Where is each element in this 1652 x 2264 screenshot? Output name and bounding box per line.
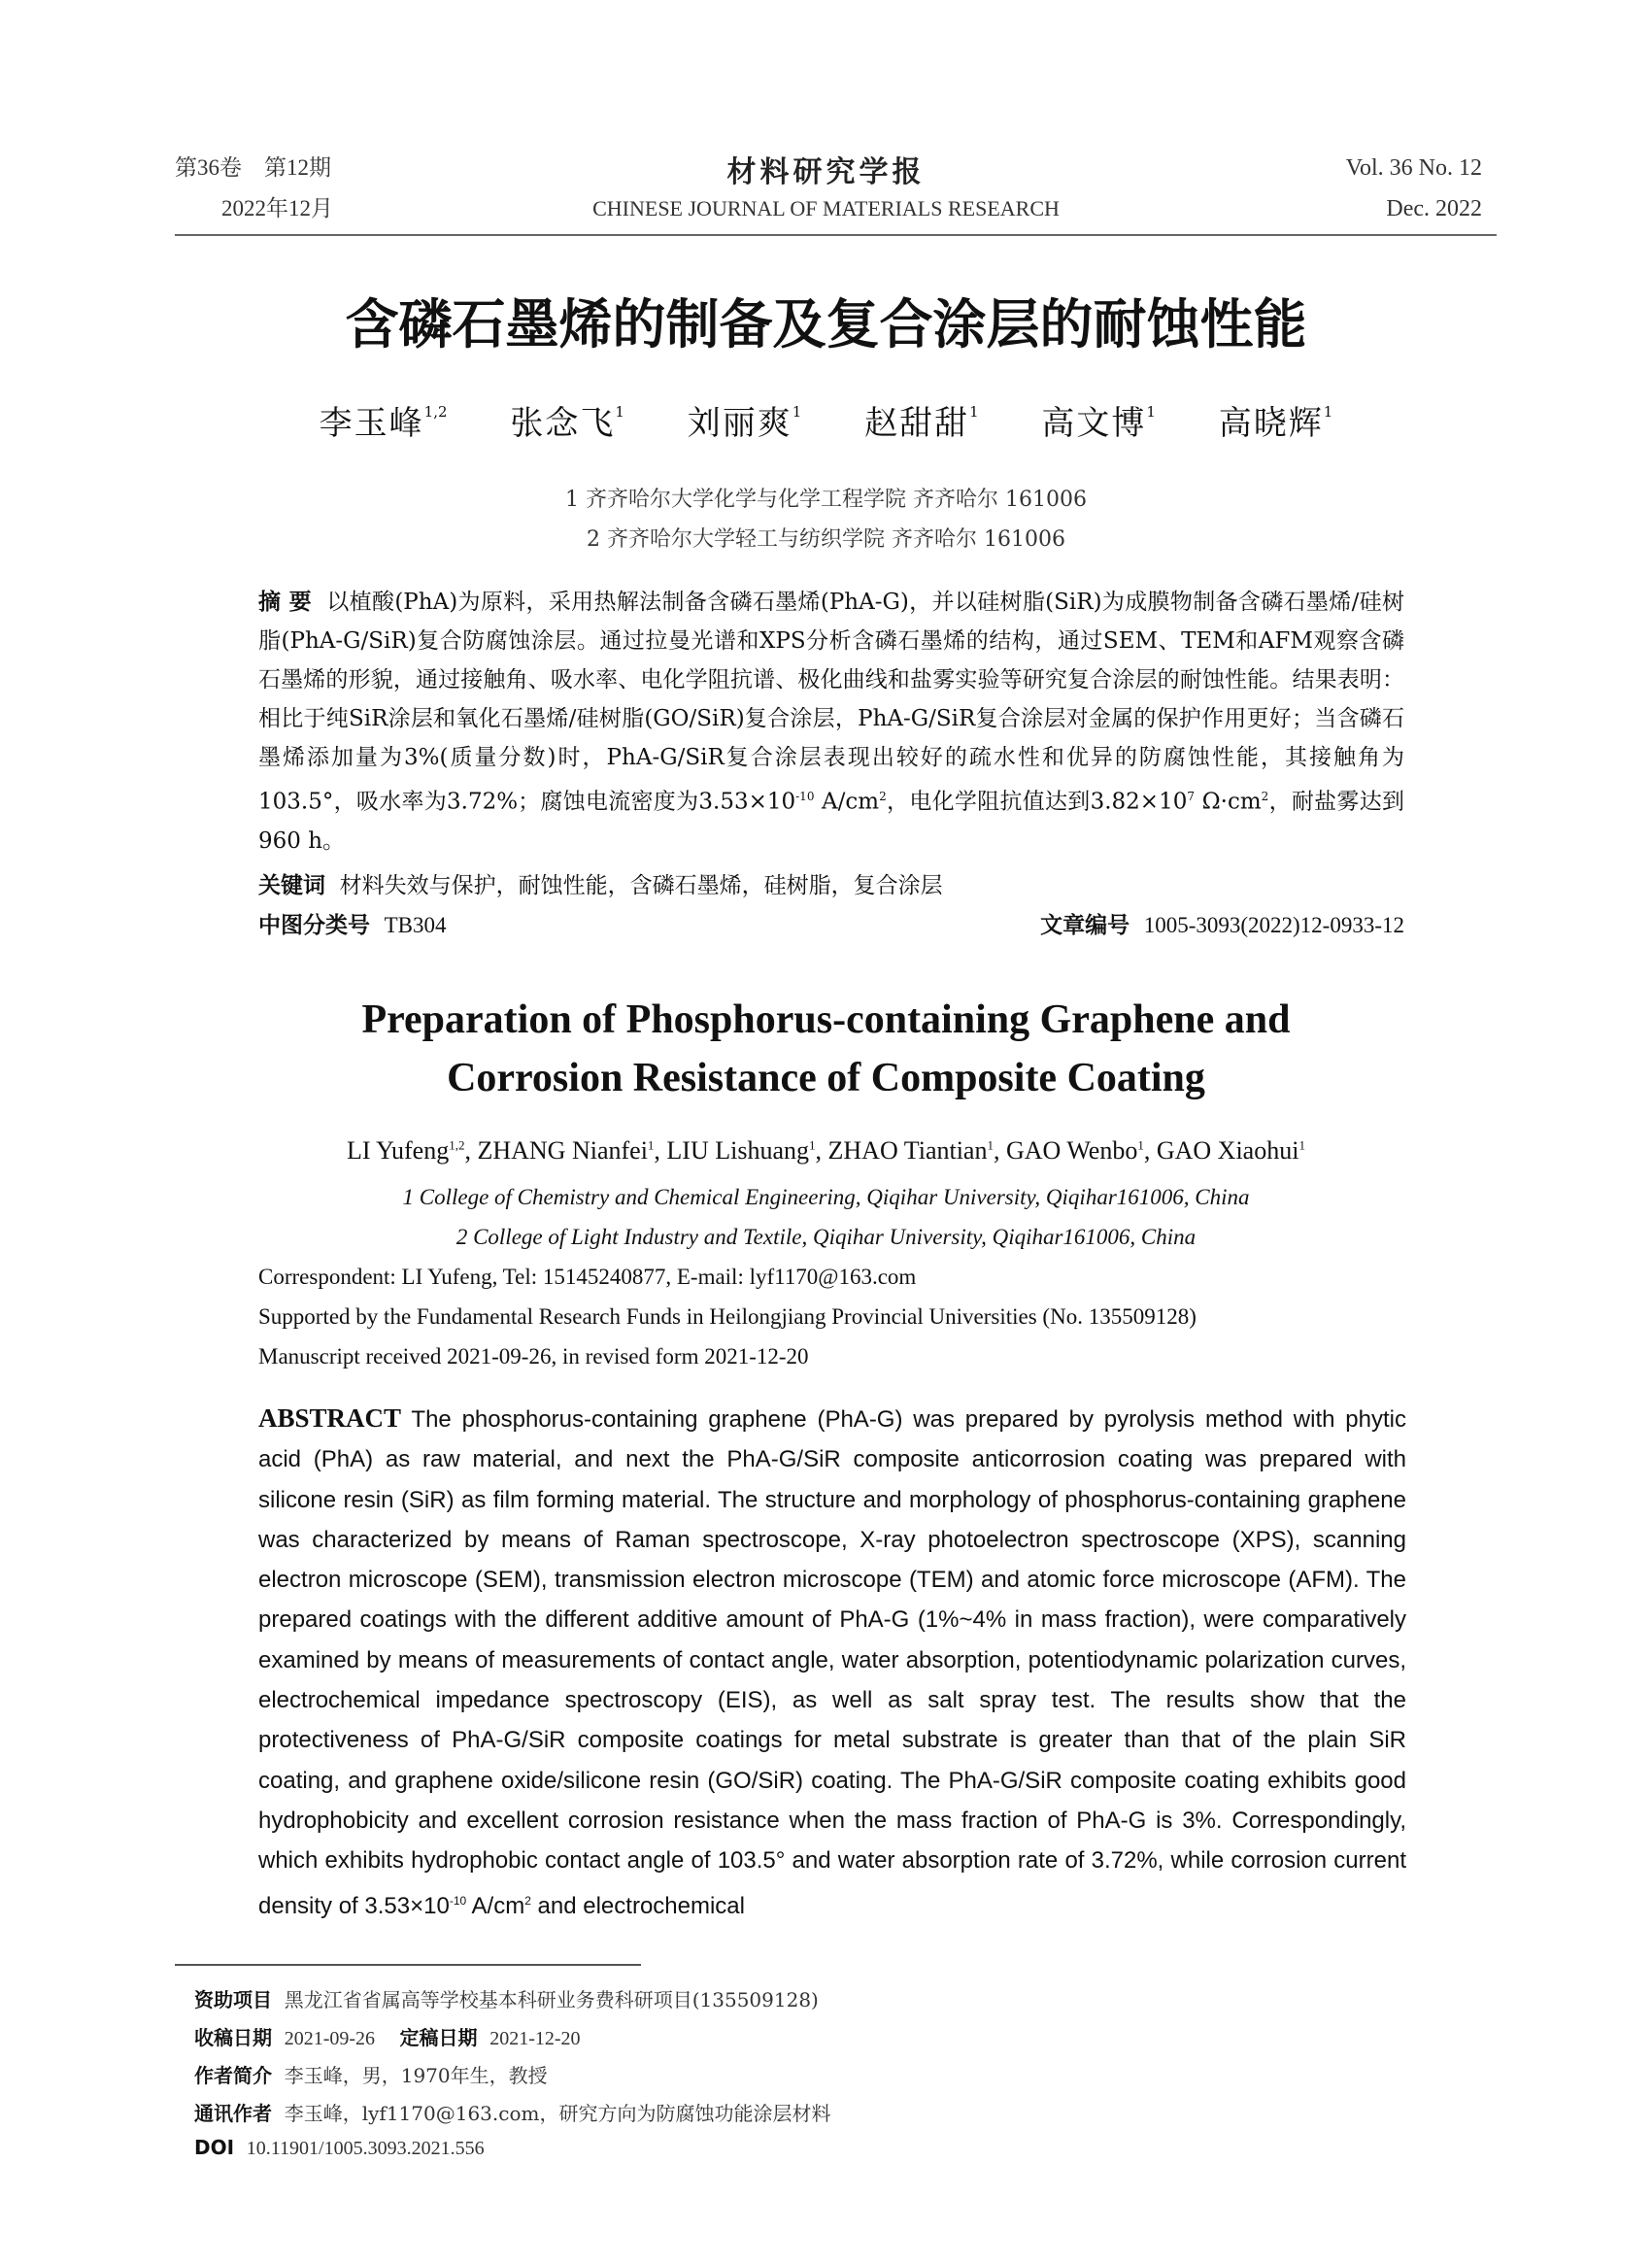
affiliation-en-2: 2 College of Light Industry and Textile, Qiqihar University, Qiqihar161006, China [455, 1225, 1197, 1249]
footnote-rule [175, 1964, 641, 1966]
affiliation-cn-1: 1 齐齐哈尔大学化学与化学工程学院 齐齐哈尔 161006 [565, 488, 1087, 512]
volume-issue-en: Vol. 36 No. 12 [1345, 155, 1482, 181]
footnote-funding: 资助项目 黑龙江省省属高等学校基本科研业务费科研项目(135509128) [194, 1988, 819, 2011]
affiliation-cn-2: 2 齐齐哈尔大学轻工与纺织学院 齐齐哈尔 161006 [587, 527, 1065, 552]
author-cn: 赵甜甜$^1$ [864, 403, 979, 443]
volume-issue-cn: 第36卷 第12期 [175, 155, 331, 180]
authors-cn [0, 396, 1652, 444]
journal-name-en: CHINESE JOURNAL OF MATERIALS RESEARCH [592, 196, 1060, 220]
author-cn: 李玉峰$^{1,2}$ [319, 403, 448, 443]
journal-name-cn: 材料研究学报 [726, 155, 926, 189]
classification-cn: 中图分类号 TB304 [258, 913, 447, 938]
title-cn: 含磷石墨烯的制备及复合涂层的耐蚀性能 [345, 293, 1307, 355]
date-en: Dec. 2022 [1386, 196, 1482, 221]
author-cn: 高晓辉$^1$ [1218, 403, 1333, 443]
header-right [1346, 148, 1482, 229]
author-cn: 张念飞$^1$ [510, 403, 624, 443]
date-cn: 2022年12月 [221, 196, 333, 220]
author-cn: 高文博$^1$ [1041, 403, 1156, 443]
affiliation-en-1: 1 College of Chemistry and Chemical Engineering, Qiqihar University, Qiqihar161006, China [402, 1185, 1250, 1209]
abstract-en: ABSTRACT The phosphorus-containing graphene (PhA-G) was prepared by pyrolysis method with phytic acid (PhA) as raw material, and next the PhA-G/SiR composite anticorrosion coating was prepared with silicone resin (SiR) as film forming material. The structure and morphology of phosphorus-containing graphene was characterized by means of Raman spectroscope, X-ray photoelectron spectroscope (XPS), scanning electron microscope (SEM), transmission electron microscope (TEM) and atomic force microscope (AFM). The prepared coatings with the different additive amount of PhA-G (1%~4% in mass fraction), were comparatively examined by means of measurements of contact angle, water absorption, potentiodynamic polarization curves, electrochemical impedance spectroscopy (EIS), as well as salt spray test. The results show that the protectiveness of PhA-G/SiR composite coatings for metal substrate is greater than that of the plain SiR coating, and graphene oxide/silicone resin (GO/SiR) coating. The PhA-G/SiR composite coating exhibits good hydrophobicity and excellent corrosion resistance when the mass fraction of PhA-G is 3%. Correspondingly, which exhibits hydrophobic contact angle of 103.5° and water absorption rate of 3.72%, while corrosion current density of $3.53\times 10^{-10}$ $A/cm^2$ and electrochemical [258, 1403, 1406, 1919]
footnote-dates: 收稿日期 2021-09-26 定稿日期 2021-12-20 [194, 2026, 581, 2049]
manuscript-received: Manuscript received 2021-09-26, in revised form 2021-12-20 [258, 1344, 809, 1369]
funding: Supported by the Fundamental Research Funds in Heilongjiang Provincial Universities (No. 135509128) [258, 1304, 1197, 1329]
correspondent: Correspondent: LI Yufeng, Tel: 15145240877, E-mail: lyf1170@163.com [258, 1265, 917, 1289]
keywords-cn: 关键词 材料失效与保护，耐蚀性能，含磷石墨烯，硅树脂，复合涂层 [258, 873, 943, 898]
article-number: 文章编号 1005-3093(2022)12-0933-12 [1040, 913, 1404, 938]
footnote-doi: DOI 10.11901/1005.3093.2021.556 [194, 2136, 485, 2159]
abstract-cn-label: 摘 要 [258, 590, 313, 615]
abstract-en-label: ABSTRACT [258, 1403, 402, 1433]
author-cn: 刘丽爽$^1$ [687, 403, 802, 443]
authors-en: LI Yufeng$^{1,2}$, ZHANG Nianfei$^1$, LIU Lishuang$^1$, ZHAO Tiantian$^1$, GAO Wenbo$^1$, GAO Xiaohui$^1$ [347, 1136, 1305, 1165]
footnote-corresponding: 通讯作者 李玉峰，lyf1170@163.com，研究方向为防腐蚀功能涂层材料 [194, 2102, 831, 2125]
header-rule [175, 234, 1497, 236]
abstract-cn: 摘 要 以植酸(PhA)为原料，采用热解法制备含磷石墨烯(PhA-G)，并以硅树脂(SiR)为成膜物制备含磷石墨烯/硅树脂(PhA-G/SiR)复合防腐蚀涂层。通过拉曼光谱和XPS分析含磷石墨烯的结构，通过SEM、TEM和AFM观察含磷石墨烯的形貌，通过接触角、吸水率、电化学阻抗谱、极化曲线和盐雾实验等研究复合涂层的耐蚀性能。结果表明：相比于纯SiR涂层和氧化石墨烯/硅树脂(GO/SiR)复合涂层，PhA-G/SiR复合涂层对金属的保护作用更好；当含磷石墨烯添加量为3%(质量分数)时，PhA-G/SiR复合涂层表现出较好的疏水性和优异的防腐蚀性能，其接触角为103.5°，吸水率为3.72%；腐蚀电流密度为$3.53\times 10^{-10}$ $A/cm^2$，电化学阻抗值达到$3.82\times 10^7$ $\Omega\cdot cm^2$，耐盐雾达到960 h。 [258, 590, 1404, 854]
title-en: Preparation of Phosphorus-containing Graphene and Corrosion Resistance of Composite Coating [361, 997, 1291, 1100]
footnote-author-bio: 作者简介 李玉峰，男，1970年生，教授 [194, 2064, 548, 2087]
